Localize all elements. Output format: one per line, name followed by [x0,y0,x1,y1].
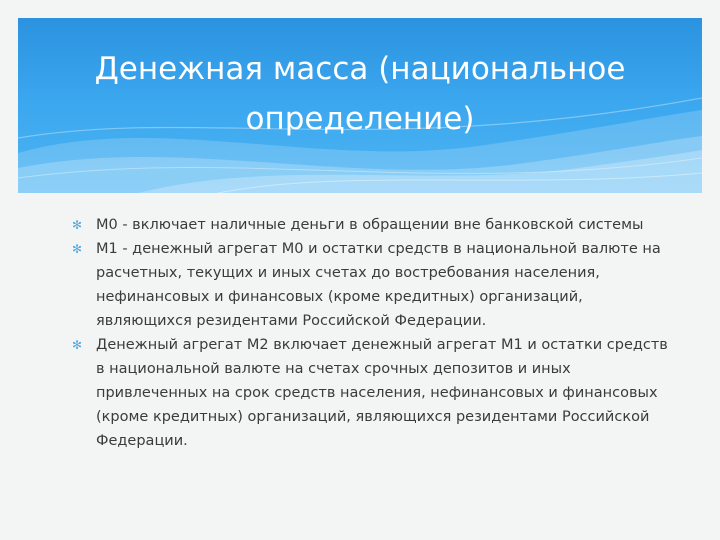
title-banner [18,18,702,193]
list-item [68,213,668,237]
bullet-text: М1 - денежный агрегат М0 и остатки средств в национальной валюте на расчетных, текущих и иных счетах до востребования населения, нефинансовых и финансовых (кроме кредитных) организаций, являющихся резидентами Российской Федерации. [96,241,661,329]
bullet-text: Денежный агрегат М2 включает денежный агрегат М1 и остатки средств в национальной валюте на счетах срочных депозитов и иных привлеченных на срок средств населения, нефинансовых и финансовых (кроме кредитных) организаций, являющихся резидентами Российской Федерации. [96,337,668,449]
list-item [68,333,668,453]
slide-title [18,44,702,144]
title-line-1: Денежная масса (национальное [94,51,626,87]
snowflake-bullet-icon: ✻ [71,218,83,232]
snowflake-bullet-icon: ✻ [71,242,83,256]
bullet-text: М0 - включает наличные деньги в обращении вне банковской системы [96,217,644,233]
snowflake-bullet-icon: ✻ [71,338,83,352]
bullet-list [68,213,668,453]
title-line-2: определение) [245,101,475,137]
list-item [68,237,668,333]
